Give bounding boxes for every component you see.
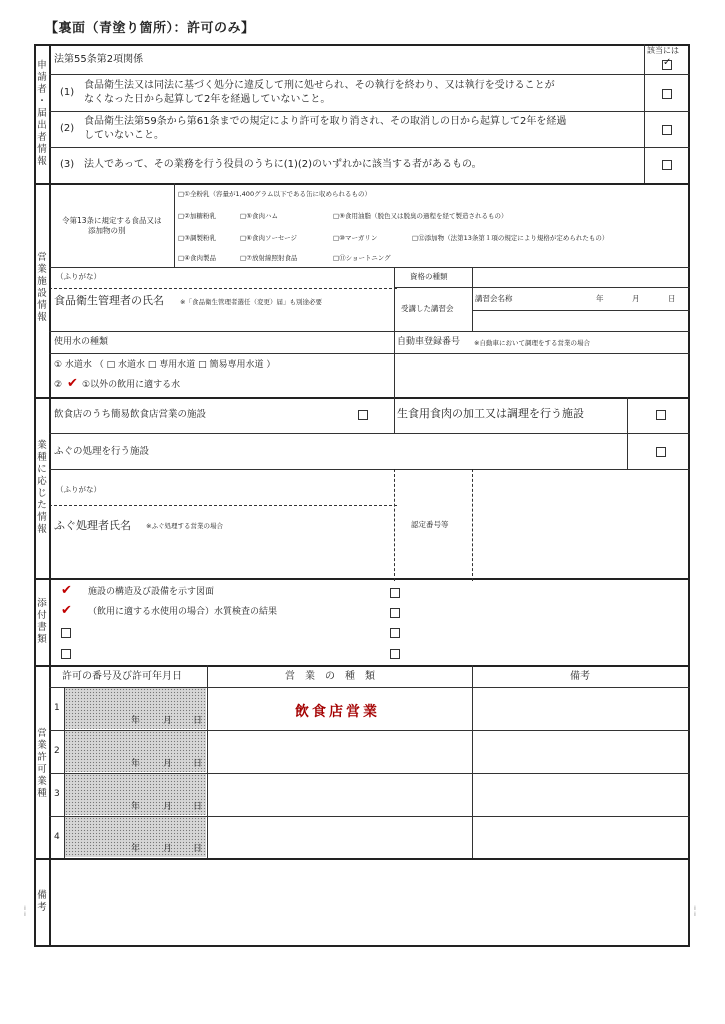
- row-divider: [49, 433, 690, 434]
- section-divider: [34, 397, 690, 399]
- raw-meat-label: 生食用食肉の加工又は調理を行う施設: [397, 407, 584, 420]
- simple-restaurant-checkbox[interactable]: [358, 410, 368, 420]
- header-check-icon: ✓: [663, 57, 672, 68]
- permit-day: 日: [193, 759, 203, 769]
- additives-label: 令第13条に規定する食品又は: [62, 216, 162, 225]
- additive-option[interactable]: □⑥食肉ソーセージ: [240, 234, 297, 242]
- permit-year: 年: [131, 802, 141, 812]
- col-divider: [627, 397, 628, 433]
- water-option-1[interactable]: ① 水道水 （ □ 水道水 □ 専用水道 □ 簡易専用水道 ）: [54, 360, 276, 370]
- course-month: 月: [632, 294, 640, 303]
- item-text-line1: 法人であって、その業務を行う役員のうちに(1)(2)のいずれかに該当する者があるもの。: [84, 159, 482, 170]
- side-label-permits: 営 業 許 可 業 種: [37, 728, 47, 799]
- additive-option[interactable]: □⑩マーガリン: [333, 234, 378, 242]
- furigana-label: （ふりがな）: [56, 485, 101, 494]
- section-divider: [34, 665, 690, 667]
- raw-meat-checkbox[interactable]: [656, 410, 666, 420]
- fugu-facility-checkbox[interactable]: [656, 447, 666, 457]
- fugu-name-note: ※ふぐ処理する営業の場合: [146, 522, 223, 530]
- course-day: 日: [668, 294, 676, 303]
- qualification-label: 資格の種類: [410, 272, 448, 281]
- side-column-divider: [49, 44, 51, 947]
- dashed-divider: [472, 469, 473, 581]
- item-number: (1): [60, 87, 75, 98]
- fugu-facility-label: ふぐの処理を行う施設: [54, 446, 150, 457]
- item-1-checkbox[interactable]: [662, 89, 672, 99]
- col-divider: [394, 397, 395, 433]
- attachment-checkbox[interactable]: [61, 628, 71, 638]
- furigana-label: （ふりがな）: [56, 272, 101, 281]
- registration-mark-icon: ⁞ ⁞: [694, 905, 696, 918]
- additive-option[interactable]: □②加糖粉乳: [178, 212, 216, 220]
- item-text-line1: 食品衛生法又は同法に基づく処分に違反して刑に処せられ、その執行を終わり、又は執行を受けることが: [84, 80, 555, 91]
- side-label-facility: 営 業 施 設 情 報: [37, 252, 47, 323]
- row-divider: [49, 353, 394, 354]
- permit-business-type-stamp: 飲食店営業: [295, 704, 380, 720]
- dashed-divider: [394, 469, 395, 581]
- permit-day: 日: [193, 716, 203, 726]
- law-title: 法第55条第2項関係: [54, 54, 144, 65]
- section-divider: [34, 183, 690, 185]
- attachment-checkbox[interactable]: [390, 628, 400, 638]
- course-year: 年: [596, 294, 604, 303]
- row-divider: [49, 331, 690, 332]
- col-header-remarks: 備考: [570, 671, 590, 682]
- side-label-remarks: 備 考: [37, 890, 47, 913]
- applicable-header: 該当には: [647, 46, 679, 55]
- manager-name-label: 食品衛生管理者の氏名: [54, 294, 164, 307]
- section-divider: [34, 578, 690, 580]
- additive-option[interactable]: □⑫添加物（法第13条第１項の規定により規格が定められたもの）: [412, 234, 609, 242]
- additive-option[interactable]: □③調製粉乳: [178, 234, 216, 242]
- registration-mark-icon: ⁞ ⁞: [24, 905, 26, 918]
- side-label-attachments: 添 付 書 類: [37, 598, 47, 645]
- permit-row-number: 4: [54, 832, 60, 842]
- water-option-2-number: ②: [54, 380, 63, 390]
- additive-option[interactable]: □⑨食用油脂（脱色又は脱臭の過程を経て製造されるもの）: [333, 212, 508, 220]
- permit-day: 日: [193, 844, 203, 854]
- simple-restaurant-label: 飲食店のうち簡易飲食店営業の施設: [54, 409, 207, 420]
- permit-month: 月: [163, 802, 173, 812]
- row-divider: [472, 310, 690, 311]
- item-text-line1: 食品衛生法第59条から第61条までの規定により許可を取り消され、その取消しの日から起算して2年を経過: [84, 116, 567, 127]
- permit-year: 年: [131, 716, 141, 726]
- col-header-number-date: 許可の番号及び許可年月日: [62, 671, 182, 682]
- row-divider: [49, 111, 690, 112]
- vehicle-note: ※自動車において調理をする営業の場合: [474, 339, 590, 347]
- item-text-line2: なくなった日から起算して2年を経過していないこと。: [84, 94, 331, 105]
- dashed-divider: [49, 505, 397, 506]
- additive-option[interactable]: □⑦放射線照射食品: [240, 254, 298, 262]
- item-text-line2: していないこと。: [84, 130, 164, 141]
- row-divider: [49, 74, 690, 75]
- page-heading: 【裏面（青塗り箇所）：許可のみ】: [45, 21, 255, 36]
- attachment-checkbox[interactable]: [390, 649, 400, 659]
- attachment-checkbox[interactable]: [61, 649, 71, 659]
- item-2-checkbox[interactable]: [662, 125, 672, 135]
- permit-year: 年: [131, 844, 141, 854]
- item-number: (2): [60, 123, 75, 134]
- additive-option[interactable]: □⑪ショートニング: [333, 254, 391, 262]
- permit-row-number: 3: [54, 789, 60, 799]
- vehicle-label: 自動車登録番号: [397, 337, 461, 347]
- permit-day: 日: [193, 802, 203, 812]
- dashed-divider: [49, 288, 397, 289]
- permit-row-number: 2: [54, 746, 60, 756]
- row-divider: [49, 469, 690, 470]
- attachment-item: （飲用に適する水使用の場合）水質検査の結果: [88, 607, 278, 617]
- attachment-item: 施設の構造及び設備を示す図面: [88, 587, 215, 597]
- col-divider: [472, 665, 473, 858]
- check-mark-icon[interactable]: ✔: [61, 583, 72, 598]
- item-3-checkbox[interactable]: [662, 160, 672, 170]
- course-label: 受講した講習会: [401, 304, 454, 313]
- permit-month: 月: [163, 844, 173, 854]
- col-divider: [472, 267, 473, 331]
- section-divider: [34, 858, 690, 860]
- row-divider: [49, 267, 690, 268]
- row-divider: [49, 147, 690, 148]
- col-header-type: 営 業 の 種 類: [285, 671, 375, 682]
- additive-option[interactable]: □④食肉製品: [178, 254, 216, 262]
- item-number: (3): [60, 159, 75, 170]
- col-divider: [207, 665, 208, 858]
- water-option-2-text[interactable]: ①以外の飲用に適する水: [82, 380, 181, 390]
- course-name-label: 講習会名称: [475, 294, 513, 303]
- additives-label: 添加物の別: [88, 226, 126, 235]
- checkbox-col-divider: [644, 44, 645, 183]
- permit-row-number: 1: [54, 703, 60, 713]
- additive-option[interactable]: □⑤食肉ハム: [240, 212, 278, 220]
- water-label: 使用水の種類: [54, 337, 109, 347]
- check-mark-icon[interactable]: ✔: [67, 376, 78, 391]
- cert-number-label: 認定番号等: [411, 520, 449, 529]
- permit-year: 年: [131, 759, 141, 769]
- col-divider: [627, 433, 628, 469]
- col-divider: [174, 183, 175, 267]
- check-mark-icon[interactable]: ✔: [61, 603, 72, 618]
- side-label-applicant: 申 請 者 ・ 届 出 者 情 報: [37, 60, 47, 167]
- attachment-checkbox[interactable]: [390, 608, 400, 618]
- row-divider: [394, 287, 690, 288]
- fugu-name-label: ふぐ処理者氏名: [54, 519, 131, 532]
- side-label-business: 業 種 に 応 じ た 情 報: [37, 440, 47, 535]
- additive-option[interactable]: □①全粉乳（容量が1,400グラム以下である缶に収められるもの）: [178, 190, 372, 198]
- permit-month: 月: [163, 716, 173, 726]
- row-divider: [394, 353, 690, 354]
- manager-note: ※「食品衛生管理者選任（変更）届」も別途必要: [180, 298, 322, 306]
- permit-month: 月: [163, 759, 173, 769]
- attachment-checkbox[interactable]: [390, 588, 400, 598]
